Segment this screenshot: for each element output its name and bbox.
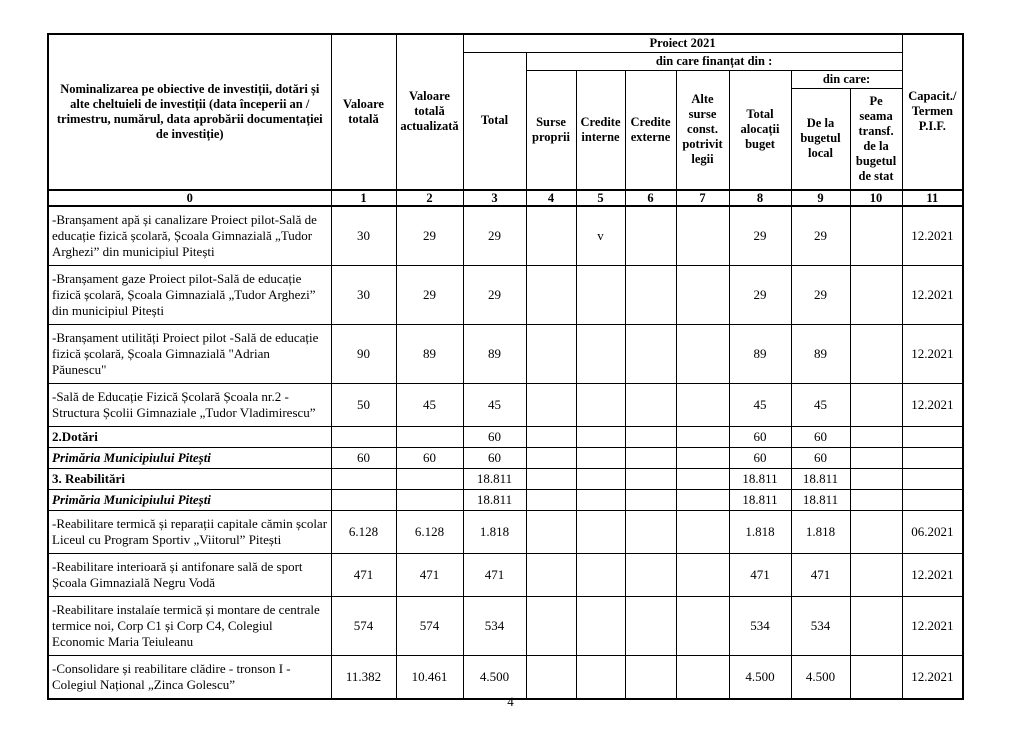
objective-name-cell: -Sală de Educație Fizică Școlară Școala nr.2 - Structura Școlii Gimnaziale „Tudor Vladimirescu”	[48, 383, 331, 426]
column-number: 2	[396, 190, 463, 206]
value-cell	[676, 510, 729, 553]
table-row	[48, 596, 963, 655]
header-capacitate: Capacit./ Termen P.I.F.	[902, 34, 963, 190]
value-cell: 10.461	[396, 655, 463, 699]
value-cell: 18.811	[729, 489, 791, 510]
value-cell	[625, 383, 676, 426]
value-cell: 29	[791, 206, 850, 266]
header-total: Total	[463, 53, 526, 190]
header-obiective: Nominalizarea pe obiective de investiții, dotări și alte cheltuieli de investiții (data începerii an / trimestru, numărul, data aprobării documentației de investiție)	[48, 34, 331, 190]
value-cell	[902, 468, 963, 489]
header-din-care-finantat: din care finanțat din :	[526, 53, 902, 71]
value-cell: 12.2021	[902, 553, 963, 596]
value-cell: 29	[791, 265, 850, 324]
value-cell: 60	[396, 447, 463, 468]
value-cell	[526, 553, 576, 596]
value-cell: 12.2021	[902, 596, 963, 655]
value-cell	[676, 553, 729, 596]
value-cell: 50	[331, 383, 396, 426]
value-cell: 60	[791, 447, 850, 468]
header-bugetul-local: De la bugetul local	[791, 89, 850, 190]
value-cell	[676, 265, 729, 324]
value-cell	[576, 553, 625, 596]
value-cell: 471	[729, 553, 791, 596]
value-cell	[625, 655, 676, 699]
value-cell	[576, 324, 625, 383]
value-cell: 6.128	[331, 510, 396, 553]
value-cell	[526, 206, 576, 266]
value-cell	[331, 468, 396, 489]
value-cell	[625, 324, 676, 383]
value-cell: 18.811	[729, 468, 791, 489]
objective-name-cell: -Reabilitare interioară și antifonare sală de sport Școala Gimnazială Negru Vodă	[48, 553, 331, 596]
value-cell: 60	[791, 426, 850, 447]
header-valoare-totala: Valoare totală	[331, 34, 396, 190]
column-number: 4	[526, 190, 576, 206]
value-cell: 45	[729, 383, 791, 426]
value-cell: 471	[331, 553, 396, 596]
value-cell	[850, 447, 902, 468]
value-cell	[526, 447, 576, 468]
value-cell	[576, 383, 625, 426]
value-cell: 1.818	[729, 510, 791, 553]
value-cell: 18.811	[463, 489, 526, 510]
value-cell: 89	[729, 324, 791, 383]
column-number: 7	[676, 190, 729, 206]
table-row	[48, 265, 963, 324]
value-cell: 12.2021	[902, 383, 963, 426]
value-cell	[676, 383, 729, 426]
value-cell	[331, 426, 396, 447]
value-cell	[850, 468, 902, 489]
value-cell	[526, 265, 576, 324]
objective-name-cell: 3. Reabilitări	[48, 468, 331, 489]
value-cell	[526, 383, 576, 426]
value-cell	[676, 468, 729, 489]
page-number: 4	[507, 694, 514, 709]
value-cell: 12.2021	[902, 206, 963, 266]
value-cell	[676, 324, 729, 383]
value-cell	[396, 468, 463, 489]
value-cell	[850, 426, 902, 447]
value-cell: 89	[791, 324, 850, 383]
value-cell: 4.500	[463, 655, 526, 699]
column-number: 0	[48, 190, 331, 206]
value-cell: 60	[463, 426, 526, 447]
column-number: 8	[729, 190, 791, 206]
value-cell: 60	[331, 447, 396, 468]
value-cell	[576, 655, 625, 699]
value-cell	[576, 468, 625, 489]
value-cell: 534	[463, 596, 526, 655]
objective-name-cell: -Branșament apă și canalizare Proiect pilot-Sală de educație fizică școlară, Școala Gimnazială „Tudor Arghezi” din municipiul Pitești	[48, 206, 331, 266]
header-surse-proprii: Surse proprii	[526, 71, 576, 190]
value-cell	[576, 265, 625, 324]
value-cell	[625, 468, 676, 489]
header-row-1	[48, 34, 963, 53]
table-header	[48, 34, 963, 206]
value-cell: v	[576, 206, 625, 266]
table-row	[48, 655, 963, 699]
value-cell: 4.500	[791, 655, 850, 699]
table-row	[48, 324, 963, 383]
value-cell	[850, 383, 902, 426]
table-row	[48, 447, 963, 468]
value-cell	[850, 206, 902, 266]
value-cell: 30	[331, 265, 396, 324]
value-cell: 29	[396, 206, 463, 266]
column-number: 6	[625, 190, 676, 206]
value-cell: 45	[463, 383, 526, 426]
objective-name-cell: 2.Dotări	[48, 426, 331, 447]
value-cell	[396, 426, 463, 447]
value-cell	[625, 553, 676, 596]
value-cell: 12.2021	[902, 265, 963, 324]
value-cell: 60	[463, 447, 526, 468]
value-cell	[526, 426, 576, 447]
value-cell	[576, 510, 625, 553]
value-cell: 18.811	[791, 468, 850, 489]
column-number: 10	[850, 190, 902, 206]
value-cell: 89	[396, 324, 463, 383]
objective-name-cell: -Consolidare și reabilitare clădire - tronson I - Colegiul Național „Zinca Golescu”	[48, 655, 331, 699]
value-cell	[526, 489, 576, 510]
value-cell	[625, 489, 676, 510]
value-cell: 534	[729, 596, 791, 655]
value-cell	[676, 447, 729, 468]
investment-table	[47, 33, 964, 700]
value-cell	[526, 510, 576, 553]
header-din-care: din care:	[791, 71, 902, 89]
value-cell: 12.2021	[902, 324, 963, 383]
value-cell: 534	[791, 596, 850, 655]
column-number: 11	[902, 190, 963, 206]
value-cell: 1.818	[791, 510, 850, 553]
value-cell	[331, 489, 396, 510]
value-cell: 45	[396, 383, 463, 426]
objective-name-cell: -Branșament utilități Proiect pilot -Sală de educație fizică școlară, Școala Gimnazială "Adrian Păunescu"	[48, 324, 331, 383]
column-number: 9	[791, 190, 850, 206]
table-row	[48, 468, 963, 489]
value-cell: 60	[729, 447, 791, 468]
value-cell	[902, 447, 963, 468]
value-cell: 89	[463, 324, 526, 383]
value-cell	[902, 489, 963, 510]
table-row	[48, 426, 963, 447]
value-cell: 4.500	[729, 655, 791, 699]
value-cell	[850, 596, 902, 655]
value-cell: 30	[331, 206, 396, 266]
value-cell	[526, 596, 576, 655]
value-cell: 18.811	[463, 468, 526, 489]
column-number: 3	[463, 190, 526, 206]
value-cell: 90	[331, 324, 396, 383]
value-cell	[625, 265, 676, 324]
value-cell	[576, 489, 625, 510]
value-cell: 29	[729, 265, 791, 324]
header-proiect-2021: Proiect 2021	[463, 34, 902, 53]
header-total-alocatii: Total alocații buget	[729, 71, 791, 190]
value-cell	[676, 206, 729, 266]
value-cell	[850, 489, 902, 510]
value-cell	[676, 596, 729, 655]
value-cell	[625, 206, 676, 266]
value-cell	[625, 510, 676, 553]
value-cell: 18.811	[791, 489, 850, 510]
header-transf-stat: Pe seama transf. de la bugetul de stat	[850, 89, 902, 190]
value-cell	[625, 426, 676, 447]
header-alte-surse: Alte surse const. potrivit legii	[676, 71, 729, 190]
value-cell	[526, 468, 576, 489]
value-cell: 29	[463, 265, 526, 324]
column-number-row	[48, 190, 963, 206]
value-cell: 471	[791, 553, 850, 596]
header-valoare-actualizata: Valoare totală actualizată	[396, 34, 463, 190]
objective-name-cell: -Reabilitare instalaíe termică și montare de centrale termice noi, Corp C1 și Corp C4, Colegiul Economic Maria Teiuleanu	[48, 596, 331, 655]
table-row	[48, 553, 963, 596]
value-cell	[850, 655, 902, 699]
value-cell: 574	[396, 596, 463, 655]
value-cell: 29	[729, 206, 791, 266]
value-cell: 29	[396, 265, 463, 324]
value-cell	[526, 655, 576, 699]
value-cell	[625, 596, 676, 655]
value-cell	[850, 510, 902, 553]
value-cell: 12.2021	[902, 655, 963, 699]
value-cell	[625, 447, 676, 468]
table-row	[48, 206, 963, 266]
value-cell	[676, 489, 729, 510]
value-cell: 29	[463, 206, 526, 266]
table-row	[48, 489, 963, 510]
value-cell: 6.128	[396, 510, 463, 553]
header-credite-interne: Credite interne	[576, 71, 625, 190]
value-cell: 45	[791, 383, 850, 426]
column-number: 5	[576, 190, 625, 206]
value-cell	[850, 265, 902, 324]
value-cell: 06.2021	[902, 510, 963, 553]
table-row	[48, 383, 963, 426]
column-number: 1	[331, 190, 396, 206]
header-credite-externe: Credite externe	[625, 71, 676, 190]
value-cell	[902, 426, 963, 447]
objective-name-cell: Primăria Municipiului Pitești	[48, 447, 331, 468]
value-cell	[676, 426, 729, 447]
value-cell	[576, 596, 625, 655]
table-body	[48, 206, 963, 699]
objective-name-cell: -Branșament gaze Proiect pilot-Sală de educație fizică școlară, Școala Gimnazială „Tudor Arghezi” din municipiul Pitești	[48, 265, 331, 324]
value-cell	[576, 426, 625, 447]
value-cell: 1.818	[463, 510, 526, 553]
value-cell: 11.382	[331, 655, 396, 699]
value-cell	[676, 655, 729, 699]
value-cell: 471	[396, 553, 463, 596]
value-cell: 471	[463, 553, 526, 596]
value-cell: 60	[729, 426, 791, 447]
objective-name-cell: -Reabilitare termică și reparații capitale cămin școlar Liceul cu Program Sportiv „Viitorul” Pitești	[48, 510, 331, 553]
value-cell	[526, 324, 576, 383]
table-row	[48, 510, 963, 553]
value-cell	[850, 324, 902, 383]
value-cell	[396, 489, 463, 510]
value-cell	[850, 553, 902, 596]
value-cell: 574	[331, 596, 396, 655]
value-cell	[576, 447, 625, 468]
objective-name-cell: Primăria Municipiului Pitești	[48, 489, 331, 510]
